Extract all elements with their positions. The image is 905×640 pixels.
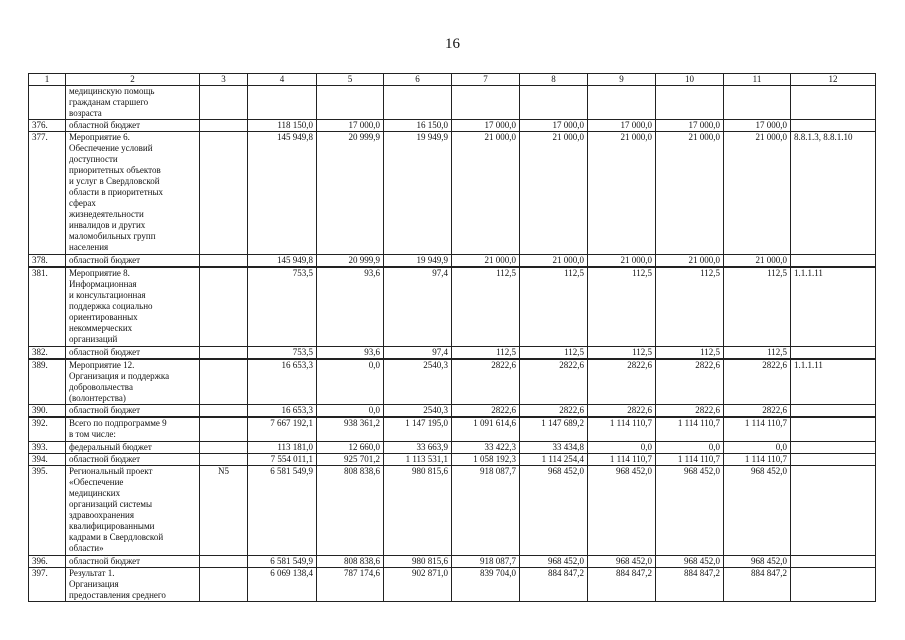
- amount-cell: [588, 86, 656, 120]
- amount-cell: 118 150,0: [248, 120, 317, 132]
- amount-cell: 918 087,7: [452, 465, 520, 555]
- amount-cell: 97,4: [384, 346, 452, 359]
- amount-cell: 2540,3: [384, 405, 452, 418]
- amount-cell: 20 999,9: [317, 132, 384, 255]
- row-name-cell: областной бюджет: [66, 255, 200, 268]
- row-name-cell: областной бюджет: [66, 453, 200, 465]
- row-number-cell: [29, 86, 66, 120]
- row-number-cell: 395.: [29, 465, 66, 555]
- amount-cell: 980 815,6: [384, 555, 452, 567]
- amount-cell: 2822,6: [452, 405, 520, 418]
- amount-cell: 113 181,0: [248, 441, 317, 453]
- row-code-cell: [200, 441, 248, 453]
- table-row: [29, 86, 876, 120]
- row-name-cell: Всего по подпрограмме 9 в том числе:: [66, 417, 200, 441]
- amount-cell: 112,5: [724, 346, 791, 359]
- amount-cell: 16 653,3: [248, 405, 317, 418]
- column-header: 3: [200, 74, 248, 86]
- row-name-cell: областной бюджет: [66, 555, 200, 567]
- column-header: 1: [29, 74, 66, 86]
- amount-cell: 2822,6: [656, 359, 724, 405]
- amount-cell: 93,6: [317, 267, 384, 346]
- amount-cell: 21 000,0: [452, 255, 520, 268]
- amount-cell: 1 114 110,7: [724, 417, 791, 441]
- amount-cell: 968 452,0: [724, 555, 791, 567]
- target-ref-cell: [791, 453, 876, 465]
- amount-cell: 145 949,8: [248, 132, 317, 255]
- amount-cell: 93,6: [317, 346, 384, 359]
- row-code-cell: [200, 555, 248, 567]
- amount-cell: 0,0: [317, 359, 384, 405]
- target-ref-cell: [791, 567, 876, 601]
- amount-cell: 1 058 192,3: [452, 453, 520, 465]
- row-code-cell: [200, 359, 248, 405]
- table-row: [29, 441, 876, 453]
- row-name-cell: федеральный бюджет: [66, 441, 200, 453]
- amount-cell: 21 000,0: [656, 132, 724, 255]
- row-number-cell: 390.: [29, 405, 66, 418]
- amount-cell: 112,5: [656, 267, 724, 346]
- target-ref-cell: 8.8.1.3, 8.8.1.10: [791, 132, 876, 255]
- row-name-cell: областной бюджет: [66, 120, 200, 132]
- amount-cell: 968 452,0: [520, 555, 588, 567]
- column-header: 11: [724, 74, 791, 86]
- amount-cell: [384, 86, 452, 120]
- amount-cell: 17 000,0: [724, 120, 791, 132]
- column-header: 4: [248, 74, 317, 86]
- column-header: 10: [656, 74, 724, 86]
- amount-cell: 17 000,0: [656, 120, 724, 132]
- amount-cell: 884 847,2: [656, 567, 724, 601]
- amount-cell: 2822,6: [520, 359, 588, 405]
- row-name-cell: Мероприятие 6. Обеспечение условий доступности приоритетных объектов и услуг в Свердловской области в приоритетных сферах жизнедеятельности инвалидов и других маломобильных групп населения: [66, 132, 200, 255]
- amount-cell: 1 147 195,0: [384, 417, 452, 441]
- row-code-cell: N5: [200, 465, 248, 555]
- amount-cell: 112,5: [520, 346, 588, 359]
- amount-cell: [656, 86, 724, 120]
- row-code-cell: [200, 267, 248, 346]
- amount-cell: 97,4: [384, 267, 452, 346]
- row-code-cell: [200, 255, 248, 268]
- amount-cell: 753,5: [248, 346, 317, 359]
- amount-cell: 918 087,7: [452, 555, 520, 567]
- target-ref-cell: [791, 441, 876, 453]
- target-ref-cell: [791, 86, 876, 120]
- amount-cell: [248, 86, 317, 120]
- amount-cell: 2822,6: [724, 405, 791, 418]
- column-number-row: [29, 74, 876, 86]
- target-ref-cell: 1.1.1.11: [791, 267, 876, 346]
- amount-cell: 6 069 138,4: [248, 567, 317, 601]
- amount-cell: 33 663,9: [384, 441, 452, 453]
- row-code-cell: [200, 132, 248, 255]
- amount-cell: 968 452,0: [724, 465, 791, 555]
- row-code-cell: [200, 86, 248, 120]
- amount-cell: 21 000,0: [724, 132, 791, 255]
- row-number-cell: 381.: [29, 267, 66, 346]
- amount-cell: 112,5: [588, 267, 656, 346]
- row-name-cell: Мероприятие 8. Информационная и консультационная поддержка социально ориентированных некоммерческих организаций: [66, 267, 200, 346]
- amount-cell: 19 949,9: [384, 255, 452, 268]
- amount-cell: 33 422,3: [452, 441, 520, 453]
- amount-cell: 968 452,0: [588, 555, 656, 567]
- amount-cell: 980 815,6: [384, 465, 452, 555]
- amount-cell: 2540,3: [384, 359, 452, 405]
- amount-cell: 902 871,0: [384, 567, 452, 601]
- amount-cell: 21 000,0: [588, 132, 656, 255]
- amount-cell: 1 114 110,7: [724, 453, 791, 465]
- amount-cell: 0,0: [317, 405, 384, 418]
- table-row: [29, 359, 876, 405]
- row-code-cell: [200, 567, 248, 601]
- amount-cell: 2822,6: [588, 405, 656, 418]
- column-header: 7: [452, 74, 520, 86]
- table-row: [29, 555, 876, 567]
- row-number-cell: 376.: [29, 120, 66, 132]
- amount-cell: [724, 86, 791, 120]
- amount-cell: 7 554 011,1: [248, 453, 317, 465]
- row-name-cell: медицинскую помощь гражданам старшего возраста: [66, 86, 200, 120]
- amount-cell: 968 452,0: [520, 465, 588, 555]
- amount-cell: 839 704,0: [452, 567, 520, 601]
- amount-cell: 21 000,0: [520, 255, 588, 268]
- table-row: [29, 267, 876, 346]
- table-row: [29, 346, 876, 359]
- amount-cell: 7 667 192,1: [248, 417, 317, 441]
- row-number-cell: 397.: [29, 567, 66, 601]
- amount-cell: 12 660,0: [317, 441, 384, 453]
- table-row: [29, 453, 876, 465]
- amount-cell: 884 847,2: [588, 567, 656, 601]
- table-row: [29, 405, 876, 418]
- amount-cell: 112,5: [520, 267, 588, 346]
- column-header: 2: [66, 74, 200, 86]
- amount-cell: 1 091 614,6: [452, 417, 520, 441]
- target-ref-cell: [791, 465, 876, 555]
- row-code-cell: [200, 120, 248, 132]
- amount-cell: 2822,6: [724, 359, 791, 405]
- amount-cell: 968 452,0: [656, 555, 724, 567]
- row-code-cell: [200, 346, 248, 359]
- target-ref-cell: 1.1.1.11: [791, 359, 876, 405]
- amount-cell: 925 701,2: [317, 453, 384, 465]
- table-row: [29, 465, 876, 555]
- amount-cell: 884 847,2: [724, 567, 791, 601]
- amount-cell: 112,5: [452, 267, 520, 346]
- amount-cell: 17 000,0: [317, 120, 384, 132]
- amount-cell: 808 838,6: [317, 465, 384, 555]
- amount-cell: 16 653,3: [248, 359, 317, 405]
- row-name-cell: Региональный проект «Обеспечение медицинских организаций системы здравоохранения квалифицированными кадрами в Свердловской области»: [66, 465, 200, 555]
- amount-cell: 16 150,0: [384, 120, 452, 132]
- table-row: [29, 132, 876, 255]
- row-name-cell: областной бюджет: [66, 346, 200, 359]
- amount-cell: 808 838,6: [317, 555, 384, 567]
- amount-cell: 0,0: [724, 441, 791, 453]
- amount-cell: 753,5: [248, 267, 317, 346]
- amount-cell: 1 114 254,4: [520, 453, 588, 465]
- amount-cell: 145 949,8: [248, 255, 317, 268]
- row-number-cell: 389.: [29, 359, 66, 405]
- row-name-cell: областной бюджет: [66, 405, 200, 418]
- amount-cell: 0,0: [656, 441, 724, 453]
- amount-cell: 112,5: [452, 346, 520, 359]
- amount-cell: 1 113 531,1: [384, 453, 452, 465]
- table-row: [29, 567, 876, 601]
- row-number-cell: 377.: [29, 132, 66, 255]
- amount-cell: 2822,6: [588, 359, 656, 405]
- table-row: [29, 255, 876, 268]
- row-code-cell: [200, 453, 248, 465]
- amount-cell: 17 000,0: [520, 120, 588, 132]
- amount-cell: 2822,6: [452, 359, 520, 405]
- amount-cell: 21 000,0: [656, 255, 724, 268]
- amount-cell: 19 949,9: [384, 132, 452, 255]
- amount-cell: 1 114 110,7: [588, 453, 656, 465]
- amount-cell: [317, 86, 384, 120]
- page-number: 16: [445, 36, 460, 52]
- target-ref-cell: [791, 417, 876, 441]
- amount-cell: 2822,6: [520, 405, 588, 418]
- row-number-cell: 396.: [29, 555, 66, 567]
- amount-cell: 112,5: [724, 267, 791, 346]
- budget-table: [28, 73, 876, 602]
- row-number-cell: 382.: [29, 346, 66, 359]
- row-name-cell: Результат 1. Организация предоставления среднего: [66, 567, 200, 601]
- amount-cell: 0,0: [588, 441, 656, 453]
- column-header: 8: [520, 74, 588, 86]
- amount-cell: 112,5: [588, 346, 656, 359]
- row-number-cell: 392.: [29, 417, 66, 441]
- column-header: 12: [791, 74, 876, 86]
- amount-cell: [520, 86, 588, 120]
- amount-cell: 787 174,6: [317, 567, 384, 601]
- amount-cell: 884 847,2: [520, 567, 588, 601]
- amount-cell: [452, 86, 520, 120]
- amount-cell: 1 114 110,7: [656, 453, 724, 465]
- row-name-cell: Мероприятие 12. Организация и поддержка добровольчества (волонтерства): [66, 359, 200, 405]
- amount-cell: 112,5: [656, 346, 724, 359]
- amount-cell: 2822,6: [656, 405, 724, 418]
- row-code-cell: [200, 405, 248, 418]
- amount-cell: 17 000,0: [452, 120, 520, 132]
- amount-cell: 21 000,0: [520, 132, 588, 255]
- amount-cell: 938 361,2: [317, 417, 384, 441]
- amount-cell: 6 581 549,9: [248, 555, 317, 567]
- target-ref-cell: [791, 346, 876, 359]
- amount-cell: 21 000,0: [452, 132, 520, 255]
- amount-cell: 968 452,0: [656, 465, 724, 555]
- amount-cell: 17 000,0: [588, 120, 656, 132]
- row-number-cell: 393.: [29, 441, 66, 453]
- target-ref-cell: [791, 255, 876, 268]
- amount-cell: 1 147 689,2: [520, 417, 588, 441]
- amount-cell: 21 000,0: [588, 255, 656, 268]
- row-code-cell: [200, 417, 248, 441]
- target-ref-cell: [791, 555, 876, 567]
- target-ref-cell: [791, 405, 876, 418]
- table-row: [29, 120, 876, 132]
- column-header: 9: [588, 74, 656, 86]
- column-header: 6: [384, 74, 452, 86]
- amount-cell: 1 114 110,7: [656, 417, 724, 441]
- amount-cell: 33 434,8: [520, 441, 588, 453]
- row-number-cell: 378.: [29, 255, 66, 268]
- target-ref-cell: [791, 120, 876, 132]
- table-row: [29, 417, 876, 441]
- amount-cell: 968 452,0: [588, 465, 656, 555]
- row-number-cell: 394.: [29, 453, 66, 465]
- amount-cell: 20 999,9: [317, 255, 384, 268]
- amount-cell: 21 000,0: [724, 255, 791, 268]
- column-header: 5: [317, 74, 384, 86]
- amount-cell: 1 114 110,7: [588, 417, 656, 441]
- amount-cell: 6 581 549,9: [248, 465, 317, 555]
